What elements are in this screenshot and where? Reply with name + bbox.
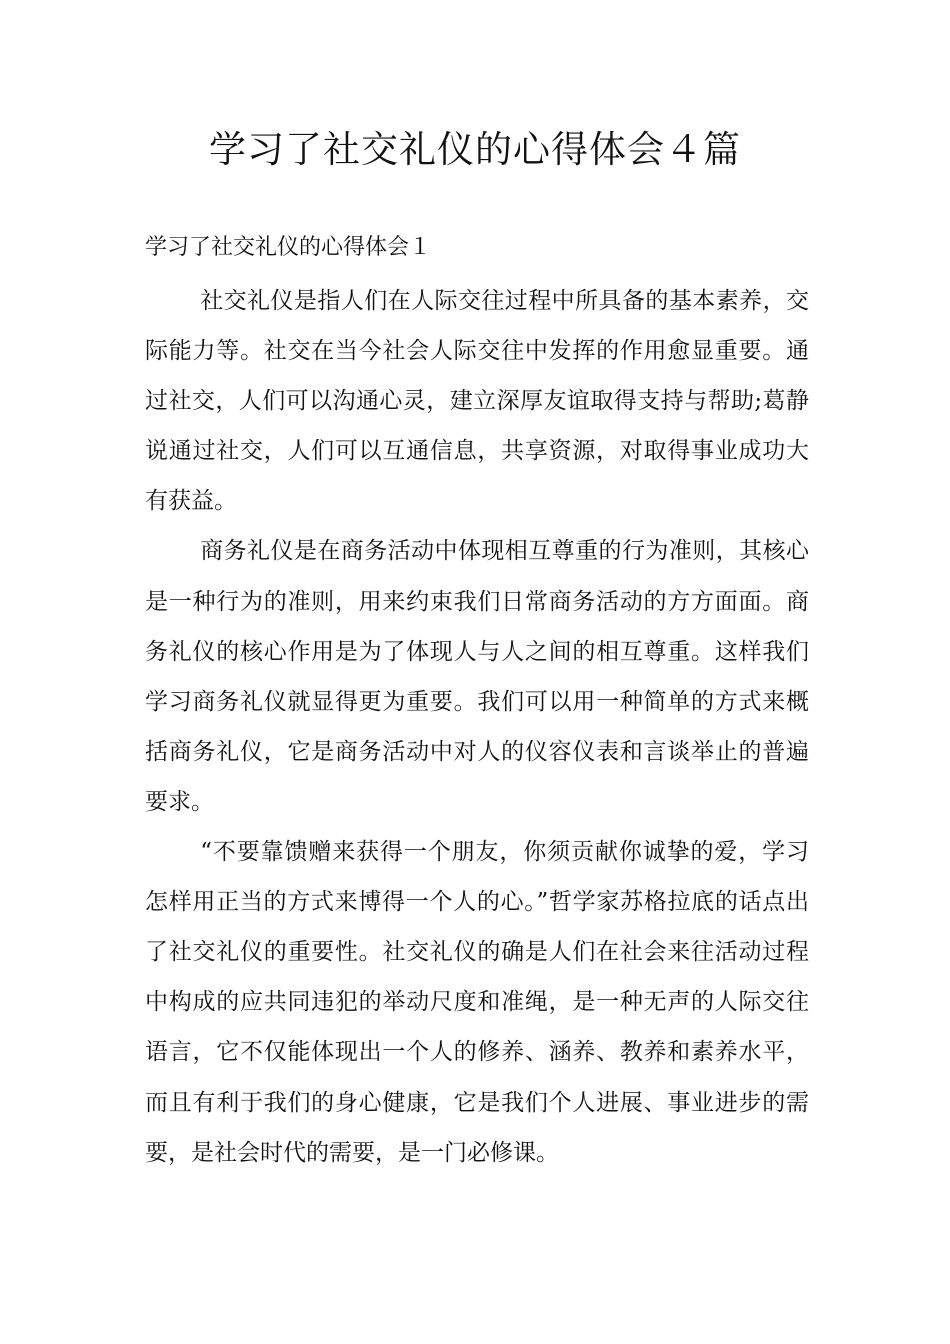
section-heading: 学习了社交礼仪的心得体会１ [145, 235, 432, 260]
document-body [145, 276, 809, 1178]
paragraph-1: 社交礼仪是指人们在人际交往过程中所具备的基本素养，交际能力等。社交在当今社会人际交往中发挥的作用愈显重要。通过社交，人们可以沟通心灵，建立深厚友谊取得支持与帮助;葛静说通过社交，人们可以互通信息，共享资源，对取得事业成功大有获益。 [145, 288, 809, 515]
document-title: 学习了社交礼仪的心得体会４篇 [209, 128, 741, 171]
paragraph-2: 商务礼仪是在商务活动中体现相互尊重的行为准则，其核心是一种行为的准则，用来约束我们日常商务活动的方方面面。商务礼仪的核心作用是为了体现人与人之间的相互尊重。这样我们学习商务礼仪就显得更为重要。我们可以用一种简单的方式来概括商务礼仪，它是商务活动中对人的仪容仪表和言谈举止的普遍要求。 [145, 538, 809, 815]
paragraph-3: “不要靠馈赠来获得一个朋友，你须贡献你诚挚的爱，学习怎样用正当的方式来博得一个人的心。”哲学家苏格拉底的话点出了社交礼仪的重要性。社交礼仪的确是人们在社会来往活动过程中构成的应共同违犯的举动尺度和准绳，是一种无声的人际交往语言，它不仅能体现出一个人的修养、涵养、教养和素养水平，而且有利于我们的身心健康，它是我们个人进展、事业进步的需要，是社会时代的需要，是一门必修课。 [145, 839, 809, 1166]
